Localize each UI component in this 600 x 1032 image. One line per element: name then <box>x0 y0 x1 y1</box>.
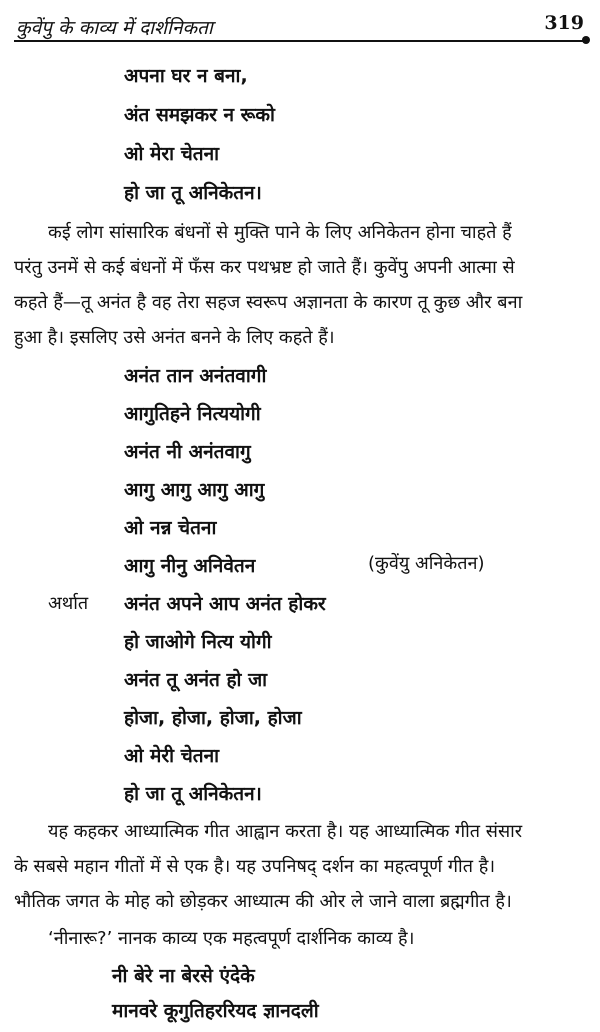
verse-line: ओ मेरी चेतना <box>124 745 220 767</box>
paragraph-line: परंतु उनमें से कई बंधनों में फँस कर पथभ्रष्ट हो जाते हैं। कुवेंपु अपनी आत्मा से <box>14 257 515 278</box>
header-title: कुवेंपु के काव्य में दार्शनिकता <box>16 17 213 39</box>
header-rule <box>14 40 586 42</box>
paragraph-line: ‘नीनारू?’ नानक काव्य एक महत्वपूर्ण दार्शनिक काव्य है। <box>48 928 415 949</box>
verse-line: नी बेरे ना बेरसे एंदेके <box>112 965 255 987</box>
paragraph-line: भौतिक जगत के मोह को छोड़कर आध्यात्म की ओर ले जाने वाला ब्रह्मगीत है। <box>14 891 512 912</box>
verse-line: हो जा तू अनिकेतन। <box>124 182 262 204</box>
verse-line: अनंत तू अनंत हो जा <box>124 669 268 691</box>
verse-line: ओ नन्न चेतना <box>124 517 217 539</box>
verse-line: अपना घर न बना, <box>124 65 248 87</box>
page-number: 319 <box>544 12 584 34</box>
verse-line: अनंत अपने आप अनंत होकर <box>124 593 326 615</box>
verse-line: होजा, होजा, होजा, होजा <box>124 707 302 729</box>
paragraph-line: कई लोग सांसारिक बंधनों से मुक्ति पाने के लिए अनिकेतन होना चाहते हैं <box>48 222 512 243</box>
verse-line: हो जा तू अनिकेतन। <box>124 783 262 805</box>
verse-credit: (कुवेंयु अनिकेतन) <box>368 553 485 574</box>
paragraph-line: के सबसे महान गीतों में से एक है। यह उपनिषद् दर्शन का महत्वपूर्ण गीत है। <box>14 856 496 877</box>
verse-line: मानवरे कूगुतिहररियद ज्ञानदली <box>112 1000 319 1022</box>
verse-line: आगुतिहने नित्ययोगी <box>124 403 261 425</box>
running-header <box>14 12 586 42</box>
verse-line: आगु नीनु अनिवेतन <box>124 555 256 577</box>
verse-line: अनंत तान अनंतवागी <box>124 365 267 387</box>
paragraph-line: हुआ है। इसलिए उसे अनंत बनने के लिए कहते हैं। <box>14 327 335 348</box>
paragraph-line: कहते हैं—तू अनंत है वह तेरा सहज स्वरूप अज्ञानता के कारण तू कुछ और बना <box>14 292 523 313</box>
verse-line: ओ मेरा चेतना <box>124 143 220 165</box>
verse-line: अनंत नी अनंतवागु <box>124 441 251 463</box>
verse-line: हो जाओगे नित्य योगी <box>124 631 272 653</box>
header-rule-dot <box>582 36 590 44</box>
paragraph-line: यह कहकर आध्यात्मिक गीत आह्वान करता है। यह आध्यात्मिक गीत संसार <box>48 821 523 842</box>
verse-line: आगु आगु आगु आगु <box>124 479 265 501</box>
verse-line: अंत समझकर न रूको <box>124 104 275 126</box>
meaning-label: अर्थात <box>48 593 89 614</box>
